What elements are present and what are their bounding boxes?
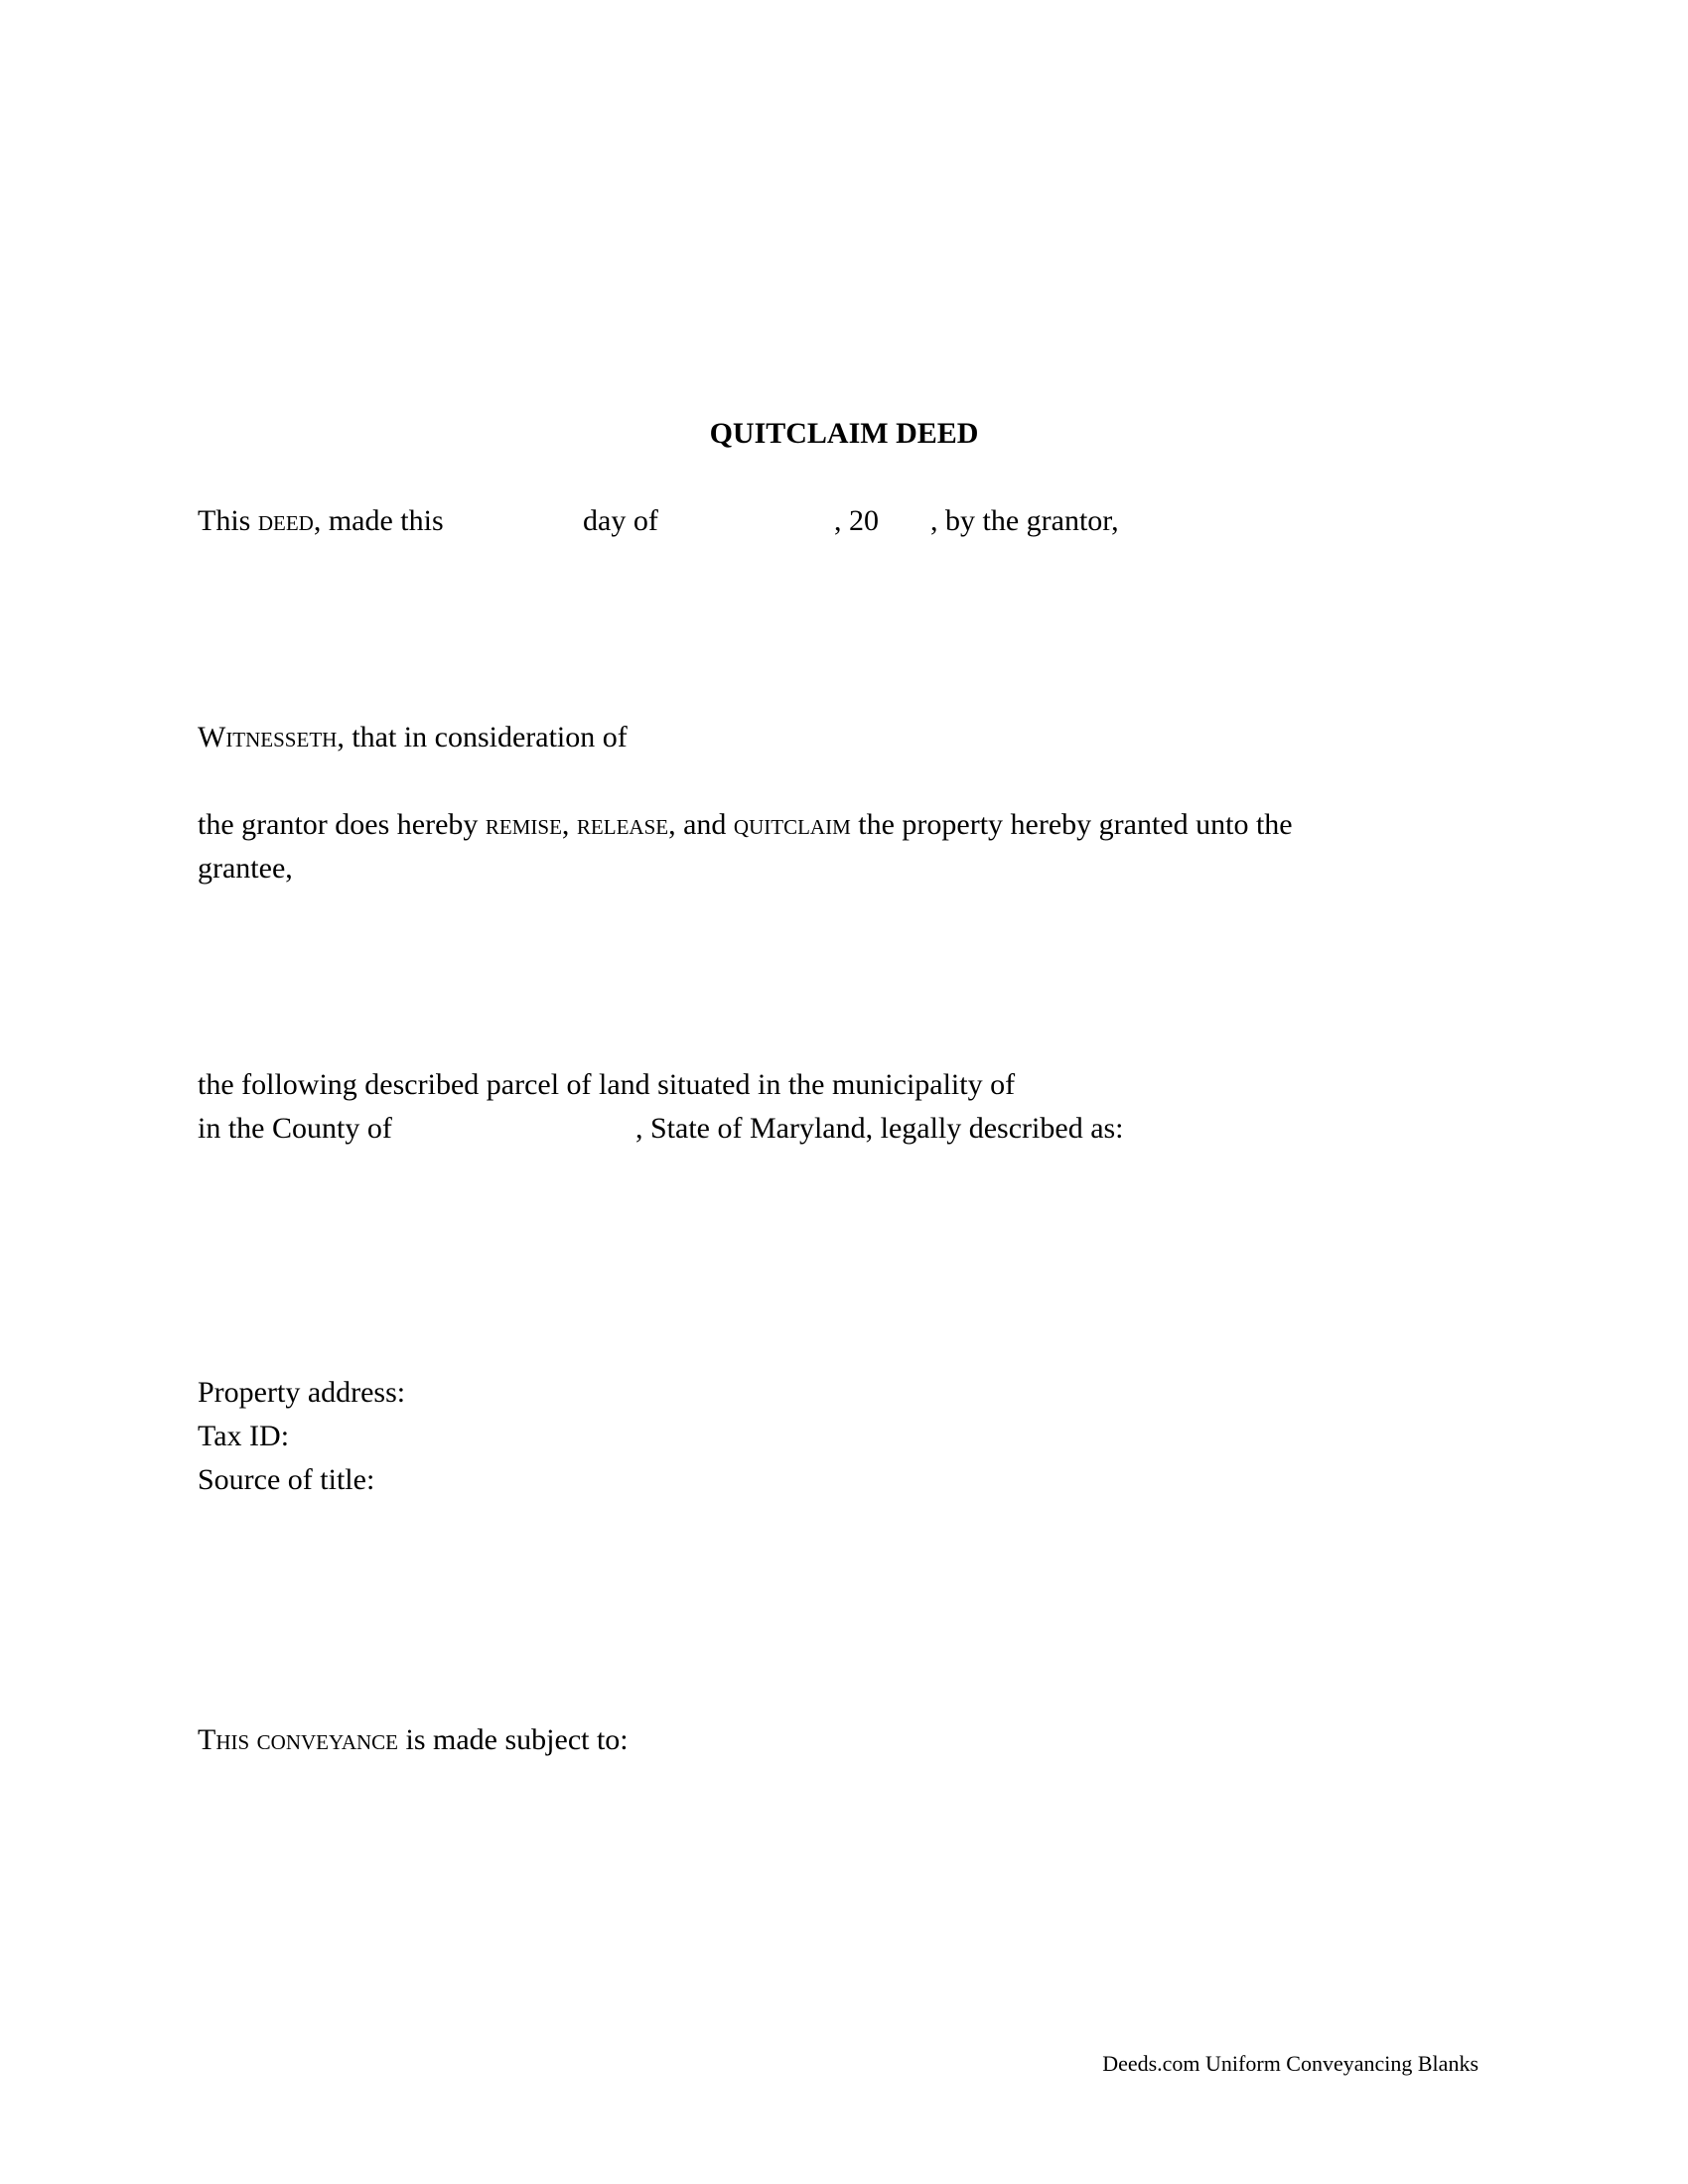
conveyance-line: This conveyance is made subject to: — [198, 1723, 629, 1756]
intro-year: , 20 — [834, 504, 879, 537]
grant-clause-line2: grantee, — [198, 852, 293, 885]
parcel-county-suffix: , State of Maryland, legally described as: — [635, 1112, 1124, 1145]
property-address-label: Property address: — [198, 1376, 406, 1409]
witnesseth-line: Witnesseth, that in consideration of — [198, 721, 628, 753]
keyword-this: This — [198, 1723, 250, 1756]
keyword-witnesseth: Witnesseth — [198, 721, 338, 753]
intro-by-grantor: , by the grantor, — [930, 504, 1119, 537]
parcel-line1: the following described parcel of land situated in the municipality of — [198, 1068, 1016, 1101]
source-of-title-label: Source of title: — [198, 1463, 375, 1496]
keyword-conveyance: conveyance — [256, 1723, 399, 1756]
keyword-deed: deed — [257, 504, 314, 537]
parcel-county-prefix: in the County of — [198, 1112, 392, 1145]
grant-clause-line1: the grantor does hereby remise, release, and quitclaim the property hereby granted unto the — [198, 808, 1293, 841]
document-title: QUITCLAIM DEED — [709, 417, 979, 450]
keyword-quitclaim: quitclaim — [733, 808, 851, 841]
intro-this: This deed, made this — [198, 504, 444, 537]
keyword-release: release — [576, 808, 669, 841]
tax-id-label: Tax ID: — [198, 1420, 290, 1452]
intro-day-of: day of — [583, 504, 658, 537]
footer-text: Deeds.com Uniform Conveyancing Blanks — [1102, 2051, 1478, 2076]
keyword-remise: remise — [485, 808, 562, 841]
